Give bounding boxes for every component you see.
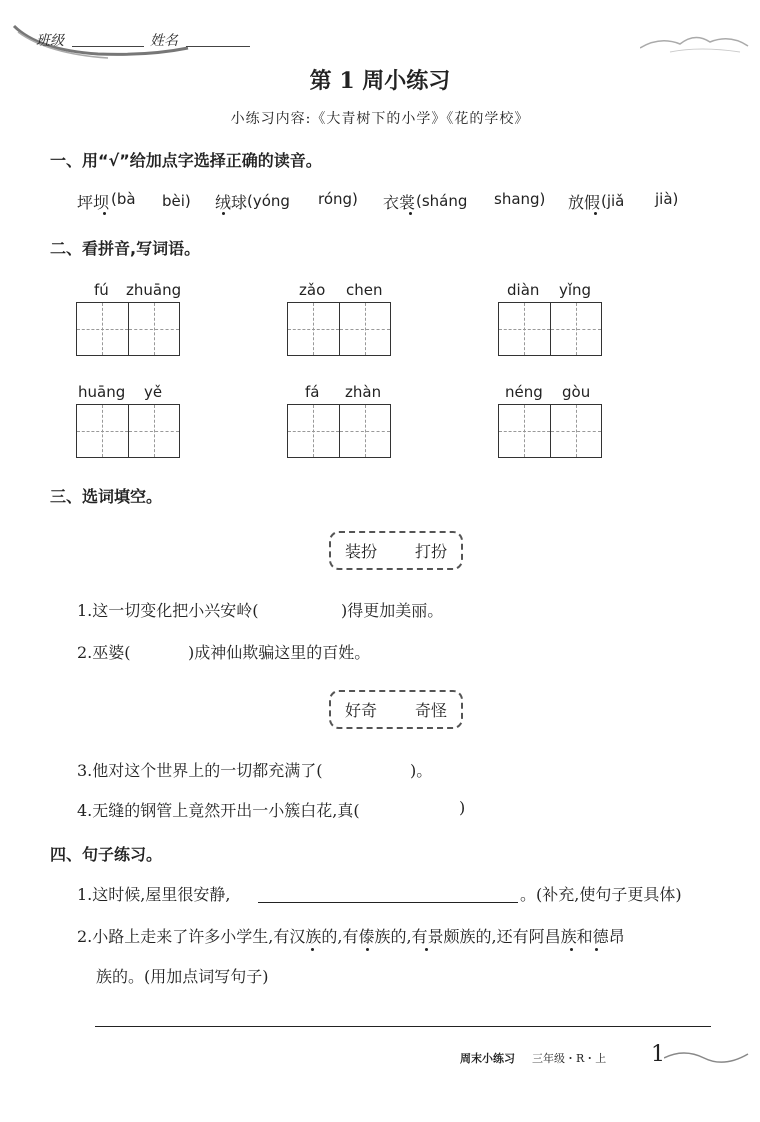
pinyin-6a: néng — [505, 383, 543, 401]
pinyin-6b: gòu — [562, 383, 591, 401]
pinyin-4b: yě — [144, 383, 163, 401]
page-title: 第 1 周小练习 — [309, 68, 451, 94]
pinyin-2b: chen — [346, 281, 383, 299]
writing-grid-6[interactable] — [498, 404, 602, 458]
section2-heading: 二、看拼音,写词语。 — [50, 239, 201, 258]
s1-item-2-word: 绒球 — [215, 193, 248, 212]
s4-question-1: 1.这时候,屋里很安静, — [77, 885, 231, 904]
pinyin-1a: fú — [94, 281, 109, 299]
s1-item-3-word: 衣裳 — [383, 193, 416, 212]
word-choice-box-1 — [329, 531, 463, 570]
s1-item-3-option-b[interactable]: shang) — [494, 190, 546, 208]
writing-grid-1[interactable] — [76, 302, 180, 356]
s1-item-1-option-b[interactable]: bèi) — [162, 192, 191, 210]
word-choice: 奇怪 — [415, 701, 448, 720]
s3-question-4: 4.无缝的钢管上竟然开出一小簇白花,真( — [77, 801, 360, 820]
emphasis-dot — [366, 948, 369, 951]
pinyin-5b: zhàn — [345, 383, 382, 401]
s3-question-3: 3.他对这个世界上的一切都充满了( — [77, 761, 323, 780]
emphasis-dot — [103, 212, 106, 215]
s3-question-3-end: )。 — [410, 761, 433, 780]
s4-question-2: 2.小路上走来了许多小学生,有汉族的,有傣族的,有景颇族的,还有阿昌族和德昂 — [77, 927, 625, 946]
pinyin-5a: fá — [305, 383, 320, 401]
s4-answer-line-1[interactable] — [258, 902, 518, 903]
word-choice: 好奇 — [345, 701, 378, 720]
writing-grid-4[interactable] — [76, 404, 180, 458]
s1-item-4-word: 放假 — [568, 193, 601, 212]
s1-item-1-word: 坪坝 — [77, 193, 110, 212]
emphasis-dot — [311, 948, 314, 951]
emphasis-dot — [594, 212, 597, 215]
section1-heading: 一、用“√”给加点字选择正确的读音。 — [50, 151, 322, 170]
s4-question-1-end: 。(补充,使句子更具体) — [520, 885, 682, 904]
class-input-line[interactable] — [72, 46, 144, 47]
page-subtitle: 小练习内容:《大青树下的小学》《花的学校》 — [230, 111, 530, 127]
s1-item-2-option-b[interactable]: róng) — [318, 190, 358, 208]
s1-item-2-option-a[interactable]: (yóng — [247, 192, 290, 210]
name-label: 姓名 — [150, 33, 178, 49]
writing-grid-5[interactable] — [287, 404, 391, 458]
emphasis-dot — [222, 212, 225, 215]
class-label: 班级 — [36, 33, 64, 49]
page-number: 1 — [651, 1042, 665, 1067]
word-choice-box-2 — [329, 690, 463, 729]
s1-item-4-option-a[interactable]: (jiǎ — [601, 192, 625, 210]
footer-grade: 三年级・R・上 — [532, 1052, 607, 1065]
footer-label: 周末小练习 — [460, 1052, 515, 1065]
s1-item-4-option-b[interactable]: jià) — [655, 190, 679, 208]
s3-question-2: 2.巫婆( — [77, 643, 131, 662]
emphasis-dot — [595, 948, 598, 951]
writing-grid-2[interactable] — [287, 302, 391, 356]
s1-item-1-option-a[interactable]: (bà — [111, 190, 136, 208]
word-choice: 打扮 — [415, 542, 448, 561]
footer-wave-decoration — [664, 1046, 750, 1068]
pinyin-1b: zhuāng — [126, 281, 182, 299]
s3-question-2-end: )成神仙欺骗这里的百姓。 — [188, 643, 371, 662]
emphasis-dot — [570, 948, 573, 951]
pinyin-3a: diàn — [507, 281, 540, 299]
mountain-decoration — [640, 28, 750, 58]
emphasis-dot — [409, 212, 412, 215]
pinyin-4a: huāng — [78, 383, 126, 401]
s3-question-4-end: ) — [459, 798, 466, 817]
s1-item-3-option-a[interactable]: (sháng — [416, 192, 468, 210]
emphasis-dot — [425, 948, 428, 951]
s4-question-2-cont: 族的。(用加点词写句子) — [96, 967, 269, 986]
pinyin-2a: zǎo — [299, 281, 326, 299]
word-choice: 装扮 — [345, 542, 378, 561]
section4-heading: 四、句子练习。 — [50, 845, 163, 864]
section3-heading: 三、选词填空。 — [50, 487, 163, 506]
name-input-line[interactable] — [186, 46, 250, 47]
s3-question-1-end: )得更加美丽。 — [341, 601, 444, 620]
s4-answer-line-2[interactable] — [95, 1026, 711, 1027]
pinyin-3b: yǐng — [559, 281, 592, 299]
s3-question-1: 1.这一切变化把小兴安岭( — [77, 601, 259, 620]
writing-grid-3[interactable] — [498, 302, 602, 356]
